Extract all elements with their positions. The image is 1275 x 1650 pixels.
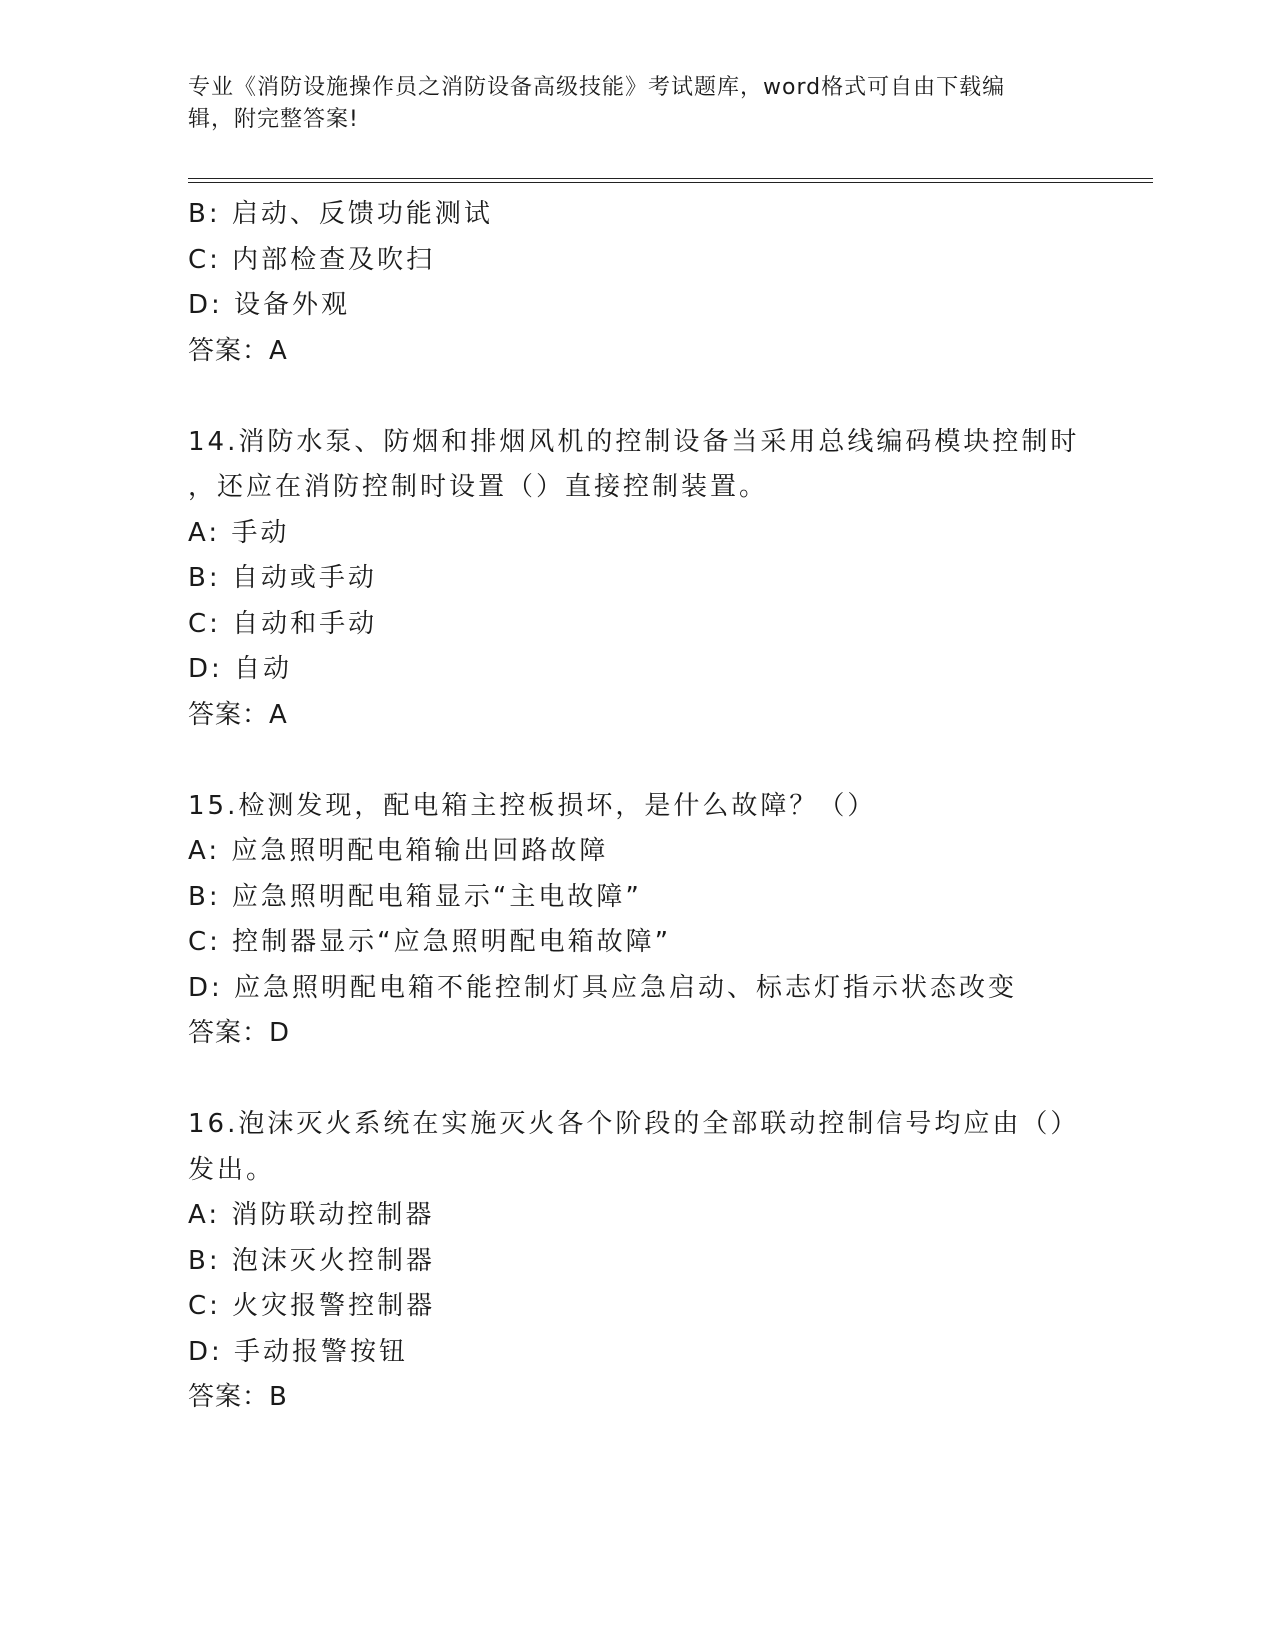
option-a: A: 消防联动控制器 [188, 1200, 435, 1230]
option-a: A: 应急照明配电箱输出回路故障 [188, 836, 609, 866]
header-divider [188, 178, 1153, 183]
question-text: 16.泡沫灭火系统在实施灭火各个阶段的全部联动控制信号均应由（） [188, 1109, 1080, 1139]
question-text: ，还应在消防控制时设置（）直接控制装置。 [188, 472, 769, 502]
option-c: C: 内部检查及吹扫 [188, 244, 436, 275]
option-d: D: 自动 [188, 654, 293, 684]
question-16 [188, 1102, 1088, 1421]
option-d: D: 设备外观 [188, 290, 351, 320]
spacer [188, 738, 1088, 784]
option-c: C: 自动和手动 [188, 608, 378, 639]
question-14 [188, 420, 1088, 739]
option-b: B: 应急照明配电箱显示“主电故障” [188, 881, 642, 912]
continued-question-block [188, 192, 1088, 374]
option-d: D: 手动报警按钮 [188, 1336, 409, 1367]
question-text: 15.检测发现，配电箱主控板损坏，是什么故障？（） [188, 790, 877, 821]
option-b: B: 自动或手动 [188, 563, 377, 593]
question-15 [188, 784, 1088, 1057]
answer-line: 答案：D [188, 1018, 291, 1048]
option-c: C: 控制器显示“应急照明配电箱故障” [188, 927, 672, 957]
header-line-1: 专业《消防设施操作员之消防设备高级技能》考试题库，word格式可自由下载编 [188, 75, 1006, 100]
answer-line: 答案：A [188, 335, 288, 366]
answer-line: 答案：B [188, 1382, 288, 1412]
option-a: A: 手动 [188, 517, 290, 548]
option-b: B: 泡沫灭火控制器 [188, 1245, 435, 1276]
option-b: B: 启动、反馈功能测试 [188, 199, 493, 229]
header-line-2: 辑，附完整答案! [188, 107, 359, 132]
question-text: 14.消防水泵、防烟和排烟风机的控制设备当采用总线编码模块控制时 [188, 426, 1080, 457]
option-c: C: 火灾报警控制器 [188, 1291, 436, 1321]
question-text: 发出。 [188, 1154, 276, 1185]
question-content [188, 192, 1088, 1421]
spacer [188, 1057, 1088, 1103]
answer-line: 答案：A [188, 699, 288, 730]
option-d: D: 应急照明配电箱不能控制灯具应急启动、标志灯指示状态改变 [188, 972, 1018, 1003]
spacer [188, 374, 1088, 420]
page-header [188, 72, 1088, 136]
